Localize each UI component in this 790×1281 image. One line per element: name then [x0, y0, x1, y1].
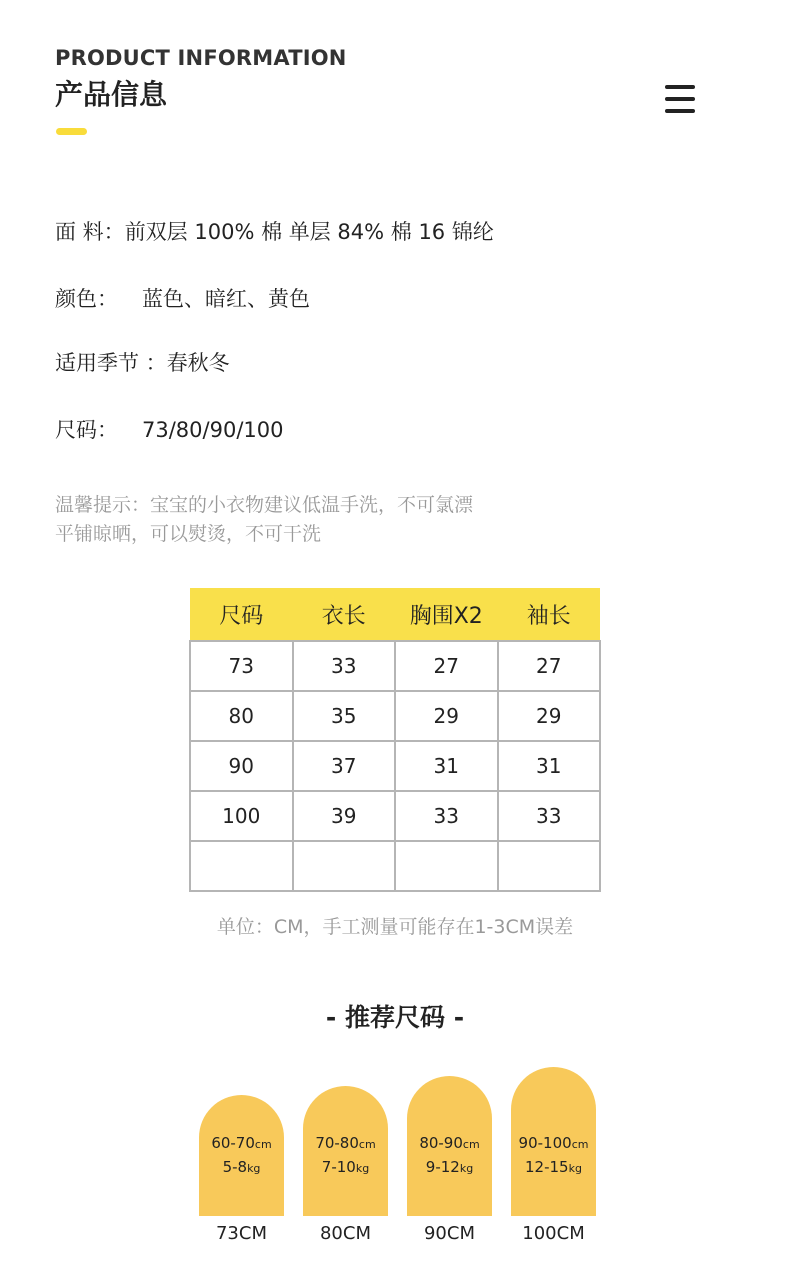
- table-row: [190, 641, 600, 691]
- card-weight: 12-15kg: [525, 1158, 582, 1176]
- unit-note: 单位：CM，手工测量可能存在1-3CM误差: [216, 916, 574, 938]
- card-height: 90-100cm: [518, 1134, 589, 1152]
- table-row: [190, 841, 600, 891]
- recommend-card-80: [303, 1086, 388, 1216]
- table-cell: 37: [293, 741, 396, 791]
- recommend-size-label: 73CM: [215, 1223, 267, 1244]
- recommend-card-100: [511, 1067, 596, 1216]
- table-row: [190, 691, 600, 741]
- care-tip-line2: 平铺晾晒，可以熨烫，不可干洗: [55, 523, 322, 545]
- title-english: PRODUCT INFORMATION: [55, 46, 347, 70]
- table-cell: 33: [498, 791, 601, 841]
- table-cell: 31: [498, 741, 601, 791]
- card-height: 70-80cm: [315, 1134, 376, 1152]
- table-header-size: 尺码: [219, 603, 264, 629]
- spec-color: [55, 283, 310, 313]
- title-accent-bar: [56, 128, 87, 135]
- table-header-length: 衣长: [321, 603, 366, 629]
- card-weight: 7-10kg: [321, 1158, 370, 1176]
- table-cell: [293, 841, 396, 891]
- table-header-row: [190, 588, 600, 641]
- table-cell: [190, 841, 293, 891]
- spec-label: 颜色：: [55, 287, 118, 311]
- table-cell: 35: [293, 691, 396, 741]
- spec-value: 蓝色、暗红、黄色: [142, 287, 310, 311]
- recommend-size-label: 80CM: [319, 1223, 371, 1244]
- table-row: [190, 791, 600, 841]
- recommend-size-label: 100CM: [522, 1223, 585, 1244]
- title-chinese: 产品信息: [55, 78, 168, 111]
- table-row: [190, 741, 600, 791]
- recommend-size-label: 90CM: [423, 1223, 475, 1244]
- table-cell: 29: [498, 691, 601, 741]
- table-cell: [395, 841, 498, 891]
- table-cell: 80: [190, 691, 293, 741]
- card-weight: 5-8kg: [222, 1158, 261, 1176]
- table-cell: 100: [190, 791, 293, 841]
- table-cell: 29: [395, 691, 498, 741]
- spec-season: [55, 347, 230, 377]
- table-header-chest: 胸围X2: [409, 603, 483, 629]
- spec-label: 面 料：: [55, 220, 125, 244]
- table-cell: 31: [395, 741, 498, 791]
- spec-value: 73/80/90/100: [142, 418, 284, 442]
- spec-fabric: [55, 216, 494, 246]
- card-weight: 9-12kg: [425, 1158, 474, 1176]
- recommend-title: - 推荐尺码 -: [325, 1003, 465, 1032]
- table-cell: 33: [293, 641, 396, 691]
- table-header-sleeve: 袖长: [526, 603, 571, 629]
- care-tip-line1: 温馨提示：宝宝的小衣物建议低温手洗，不可氯漂: [55, 494, 474, 516]
- card-height: 60-70cm: [211, 1134, 272, 1152]
- spec-label: 尺码：: [55, 418, 118, 442]
- spec-value: 春秋冬: [166, 351, 230, 375]
- table-cell: 39: [293, 791, 396, 841]
- spec-value: 前双层 100% 棉 单层 84% 棉 16 锦纶: [124, 220, 494, 244]
- hamburger-menu-icon[interactable]: [665, 85, 695, 117]
- spec-label: 适用季节 ：: [55, 351, 167, 375]
- table-cell: [498, 841, 601, 891]
- table-cell: 90: [190, 741, 293, 791]
- spec-size: [55, 414, 283, 444]
- card-height: 80-90cm: [419, 1134, 480, 1152]
- size-table: [189, 588, 601, 892]
- table-cell: 27: [498, 641, 601, 691]
- recommend-card-73: [199, 1095, 284, 1216]
- recommend-card-90: [407, 1076, 492, 1216]
- table-cell: 73: [190, 641, 293, 691]
- table-cell: 27: [395, 641, 498, 691]
- table-cell: 33: [395, 791, 498, 841]
